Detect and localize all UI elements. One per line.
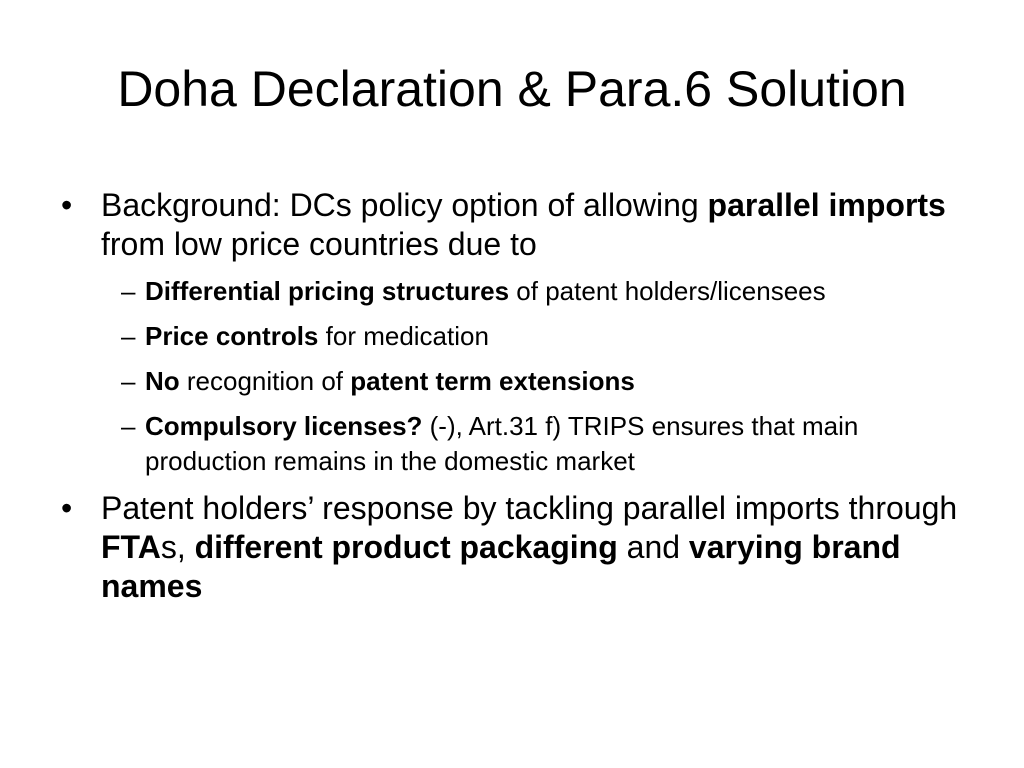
bullet-icon: • (61, 187, 73, 223)
bullet-text: Patent holders’ response by tackling parallel imports through (101, 490, 958, 526)
sub-bullet-text: (-), Art.31 f) TRIPS ensures that main production remains in the domestic market (145, 411, 859, 476)
sub-bullet-differential-pricing (121, 274, 961, 309)
bullet-background (61, 186, 961, 264)
bold-text: Price controls (145, 321, 319, 351)
sub-bullet-compulsory-licenses (121, 409, 961, 479)
bullet-text: and (617, 529, 689, 565)
bold-text: patent term extensions (350, 366, 635, 396)
bold-text: parallel imports (707, 187, 946, 223)
bullet-text: Background: DCs policy option of allowing (101, 187, 708, 223)
bold-text: Differential pricing structures (145, 276, 510, 306)
dash-icon: – (121, 276, 136, 306)
bullet-icon: • (61, 490, 73, 526)
slide-title: Doha Declaration & Para.6 Solution (117, 61, 907, 117)
bold-text: different product packaging (194, 529, 618, 565)
bullet-patent-holders (61, 489, 961, 606)
bold-text: No (145, 366, 180, 396)
bold-text: varying brand names (101, 529, 901, 604)
dash-icon: – (121, 321, 136, 351)
bold-text: FTA (101, 529, 161, 565)
dash-icon: – (121, 366, 136, 396)
bullet-text: s, (160, 529, 195, 565)
bold-text: Compulsory licenses? (145, 411, 423, 441)
slide-body (61, 186, 961, 606)
dash-icon: – (121, 411, 136, 441)
sub-bullet-price-controls (121, 319, 961, 354)
sub-bullet-text: of patent holders/licensees (509, 276, 826, 306)
sub-bullet-text: for medication (318, 321, 489, 351)
sub-bullet-patent-term (121, 364, 961, 399)
sub-bullet-text: recognition of (179, 366, 351, 396)
bullet-text: from low price countries due to (101, 226, 537, 262)
